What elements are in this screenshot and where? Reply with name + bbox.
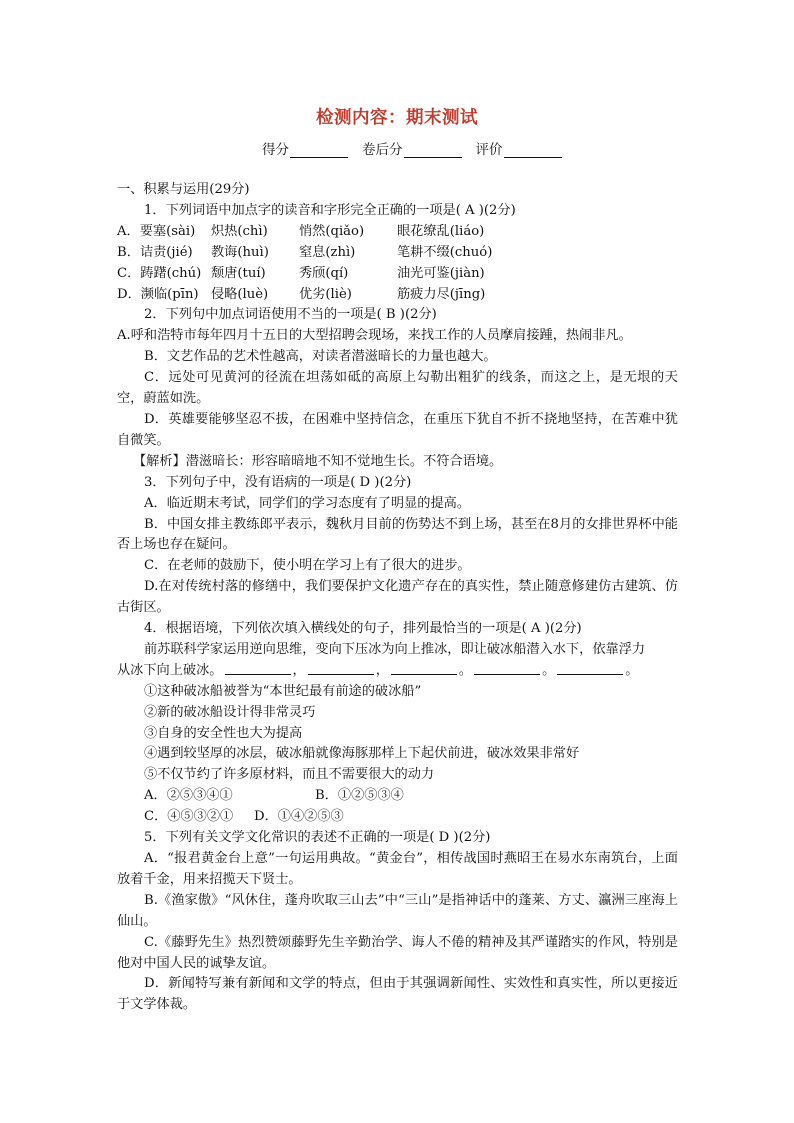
score-label: 得分 [262,142,289,158]
q4-item-3: ③自身的安全性也大为提高 [144,725,303,741]
blank-3 [391,661,457,675]
q1-c-4: 油光可鉴(jiàn) [397,265,485,281]
q4-item-4: ④遇到较坚厚的冰层，破冰船就像海豚那样上下起伏前进，破冰效果非常好 [144,746,580,762]
page-title: 检测内容：期末测试 [316,108,478,128]
q5-option-c: C.《藤野先生》热烈赞颂藤野先生辛勤治学、诲人不倦的精神及其严谨踏实的作风，特别是他对中国人民的诚挚友谊。 [117,934,678,971]
q3-option-b: B．中国女排主教练郎平表示，魏秋月目前的伤势达不到上场，甚至在8月的女排世界杯中能否上场也存在疑问。 [117,516,678,553]
q4-item-2: ②新的破冰船设计得非常灵巧 [144,704,316,720]
q5-option-b: B.《渔家傲》“风休住，蓬舟吹取三山去”中“三山”是指神话中的蓬莱、方丈、瀛洲三座海上仙山。 [117,892,678,929]
q4-stem: 4．根据语境，下列依次填入横线处的句子，排列最恰当的一项是( A )(2分) [144,621,582,637]
blank-2 [308,661,374,675]
q2-option-d: D．英雄要能够坚忍不拔，在困难中坚持信念，在重压下犹自不折不挠地坚持，在苦难中犹自微笑。 [117,411,678,448]
blank-4 [474,661,540,675]
q1-a-4: 眼花缭乱(liáo) [397,223,485,239]
exam-content [117,180,678,1016]
q1-row-a [117,222,678,243]
q1-c-2: 颓唐(tuí) [211,265,266,281]
q2-option-a: A.呼和浩特市每年四月十五日的大型招聘会现场，来找工作的人员摩肩接踵，热闹非凡。 [117,328,632,344]
blank-5 [557,661,623,675]
q1-row-d [117,285,678,306]
q4-options-ab [117,786,678,807]
evaluation-label: 评价 [475,142,503,158]
paper-score-label: 卷后分 [362,142,403,158]
paper-score-blank [404,143,462,158]
q1-a-2: 炽热(chì) [211,223,268,239]
q1-b-3: 窒息(zhì) [299,244,356,260]
q3-option-c: C．在老师的鼓励下，使小明在学习上有了很大的进步。 [144,558,471,574]
q4-context-text: 从冰下向上破冰。 [117,662,223,678]
q1-row-c [117,264,678,285]
q1-d-4: 筋疲力尽(jīng) [397,286,486,302]
q1-b-4: 笔耕不缀(chuó) [397,244,493,260]
q1-c-3: 秀颀(qí) [299,265,349,281]
evaluation-blank [504,143,562,158]
q4-option-a: A．②⑤③④① [144,788,233,804]
q1-d-1: D．濒临(pīn) [117,286,199,302]
q1-c-1: C．踌躇(chú) [117,265,202,281]
q4-context-line1: 前苏联科学家运用逆向思维，变向下压冰为向上推冰，即让破冰船潜入水下，依靠浮力 [144,641,646,657]
paper-score-field [362,138,462,158]
q4-option-b: B．①②⑤③④ [315,788,404,804]
q1-b-2: 教诲(huì) [211,244,269,260]
q2-option-c: C．远处可见黄河的径流在坦荡如砥的高原上勾勒出粗犷的线条，而这之上，是无垠的天空，蔚蓝如洗。 [117,370,678,407]
q4-item-1: ①这种破冰船被誉为“本世纪最有前途的破冰船” [144,683,422,699]
q2-analysis: 【解析】潜滋暗长：形容暗暗地不知不觉地生长。不符合语境。 [133,453,503,469]
q1-row-b [117,243,678,264]
q1-d-3: 优劣(liè) [299,286,352,302]
q5-stem: 5．下列有关文学文化常识的表述不正确的一项是( D )(2分) [144,830,491,846]
q2-stem: 2．下列句中加点词语使用不当的一项是( B )(2分) [144,307,437,323]
q4-options-cd [117,807,678,828]
q1-a-1: A．要塞(sài) [117,223,196,239]
q3-stem: 3．下列句子中，没有语病的一项是( D )(2分) [144,474,412,490]
q1-d-2: 侵略(luè) [211,286,269,302]
q4-option-c: C．④⑤③②① [144,809,234,825]
q4-option-d: D．①④②⑤③ [254,809,344,825]
q3-option-d: D.在对传统村落的修缮中，我们要保护文化遗产存在的真实性，禁止随意修建仿古建筑、仿古街区。 [117,579,678,616]
q4-item-5: ⑤不仅节约了许多原材料，而且不需要很大的动力 [144,767,435,783]
q4-context-line2: 从冰下向上破冰。 ， ， 。 。 。 [117,662,639,678]
q1-b-1: B．诘责(jié) [117,244,193,260]
blank-1 [225,661,291,675]
score-line [262,138,564,158]
q1-stem: 1．下列词语中加点字的读音和字形完全正确的一项是( A )(2分) [144,202,516,218]
q5-option-a: A．“报君黄金台上意”一句运用典故。“黄金台”，相传战国时燕昭王在易水东南筑台，上面放着千金，用来招揽天下贤士。 [117,851,678,887]
section-heading: 一、积累与运用(29分) [117,182,250,197]
q1-a-3: 悄然(qiǎo) [299,223,365,239]
q3-option-a: A．临近期末考试，同学们的学习态度有了明显的提高。 [144,495,471,511]
q5-option-d: D．新闻特写兼有新闻和文学的特点，但由于其强调新闻性、实效性和真实性，所以更接近于文学体裁。 [117,976,678,1013]
score-field [262,138,348,158]
evaluation-field [476,138,562,158]
q2-option-b: B．文艺作品的艺术性越高，对读者潜滋暗长的力量也越大。 [144,349,497,365]
score-blank [290,143,348,158]
